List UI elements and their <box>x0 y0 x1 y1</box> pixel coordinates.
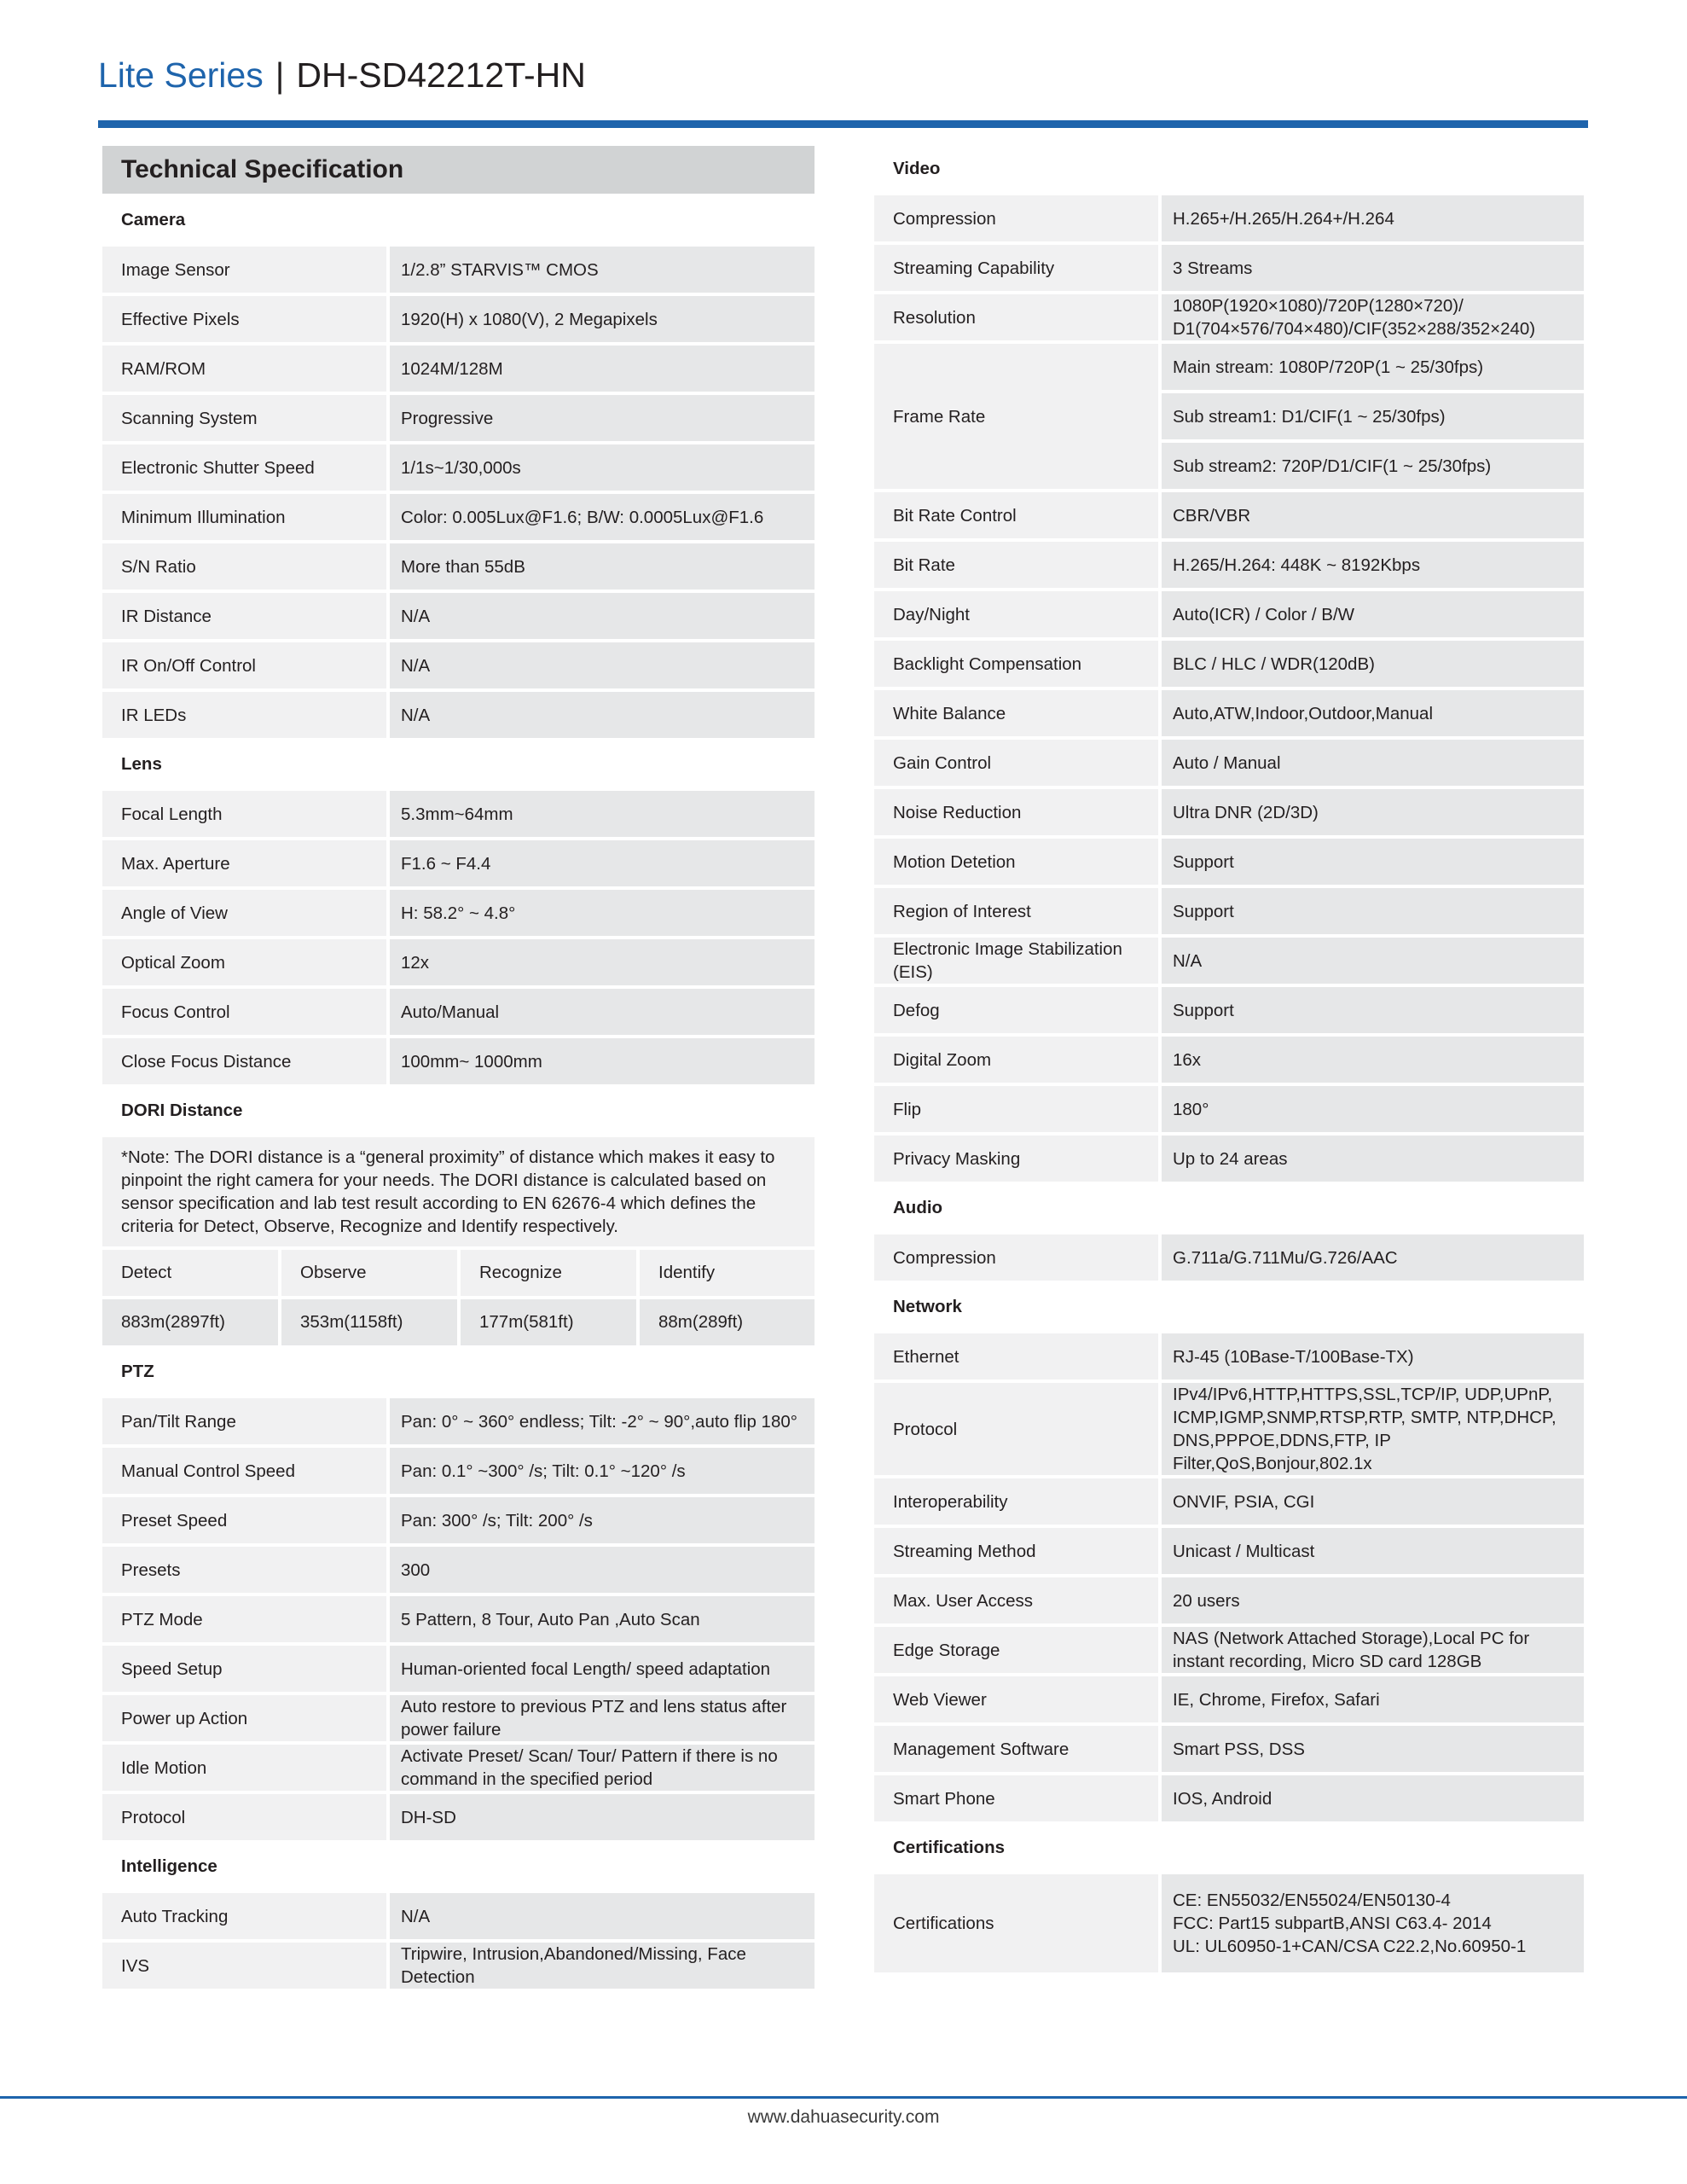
spec-key: Effective Pixels <box>102 296 390 342</box>
spec-row <box>102 692 815 738</box>
spec-row <box>874 1037 1584 1083</box>
spec-row <box>874 1086 1584 1132</box>
spec-row <box>874 987 1584 1033</box>
spec-key: Streaming Method <box>874 1528 1162 1574</box>
spec-value: IPv4/IPv6,HTTP,HTTPS,SSL,TCP/IP, UDP,UPnP, ICMP,IGMP,SNMP,RTSP,RTP, SMTP, NTP,DHCP, DNS,PPPOE,DDNS,FTP, IP Filter,QoS,Bonjour,802.1x <box>1162 1383 1584 1475</box>
spec-key: Bit Rate Control <box>874 492 1162 538</box>
spec-value: F1.6 ~ F4.4 <box>390 840 815 886</box>
spec-row <box>102 1893 815 1939</box>
spec-row <box>874 690 1584 736</box>
spec-value: 1/1s~1/30,000s <box>390 444 815 491</box>
section-network: Network <box>893 1297 962 1316</box>
spec-row <box>874 839 1584 885</box>
spec-value: RJ-45 (10Base-T/100Base-TX) <box>1162 1333 1584 1380</box>
spec-key: Scanning System <box>102 395 390 441</box>
spec-row <box>874 591 1584 637</box>
cert-line: FCC: Part15 subpartB,ANSI C63.4- 2014 <box>1173 1914 1492 1933</box>
spec-key: Day/Night <box>874 591 1162 637</box>
spec-value: ONVIF, PSIA, CGI <box>1162 1478 1584 1525</box>
dori-note: *Note: The DORI distance is a “general proximity” of distance which makes it easy to pinpoint the right camera for your needs. The DORI distance is calculated based on sensor specification and lab test result according to EN 62676-4 which defines the criteria for Detect, Observe, Recognize and Identify respectively. <box>102 1137 815 1246</box>
right-column <box>874 146 1584 1976</box>
spec-row <box>102 444 815 491</box>
spec-row <box>102 939 815 985</box>
series-name: Lite Series <box>98 55 264 95</box>
spec-value: BLC / HLC / WDR(120dB) <box>1162 641 1584 687</box>
spec-row <box>874 740 1584 786</box>
spec-row <box>102 1398 815 1444</box>
header-rule <box>98 120 1588 128</box>
page-header <box>98 49 586 101</box>
spec-key: Power up Action <box>102 1695 390 1741</box>
spec-value: Sub stream1: D1/CIF(1 ~ 25/30fps) <box>1162 393 1584 439</box>
spec-key: Idle Motion <box>102 1745 390 1791</box>
spec-row <box>874 1333 1584 1380</box>
spec-row <box>102 593 815 639</box>
spec-row <box>874 1528 1584 1574</box>
spec-value: N/A <box>1162 938 1584 984</box>
section-intelligence: Intelligence <box>121 1856 217 1876</box>
spec-key: Close Focus Distance <box>102 1038 390 1084</box>
ptz-table <box>102 1395 815 1844</box>
spec-value: 300 <box>390 1547 815 1593</box>
network-table <box>874 1330 1584 1825</box>
spec-value: Unicast / Multicast <box>1162 1528 1584 1574</box>
spec-value: NAS (Network Attached Storage),Local PC for instant recording, Micro SD card 128GB <box>1162 1627 1584 1673</box>
spec-key: Gain Control <box>874 740 1162 786</box>
spec-key: Auto Tracking <box>102 1893 390 1939</box>
spec-key: Privacy Masking <box>874 1136 1162 1182</box>
spec-key: IR Distance <box>102 593 390 639</box>
spec-key: S/N Ratio <box>102 543 390 590</box>
spec-value: More than 55dB <box>390 543 815 590</box>
spec-row <box>874 492 1584 538</box>
spec-value: DH-SD <box>390 1794 815 1840</box>
spec-value: 16x <box>1162 1037 1584 1083</box>
spec-key: Ethernet <box>874 1333 1162 1380</box>
camera-table <box>102 243 815 741</box>
section-camera: Camera <box>121 210 186 229</box>
spec-value: 12x <box>390 939 815 985</box>
spec-row <box>874 542 1584 588</box>
spec-row <box>874 1775 1584 1821</box>
spec-value: Color: 0.005Lux@F1.6; B/W: 0.0005Lux@F1.6 <box>390 494 815 540</box>
spec-key: Smart Phone <box>874 1775 1162 1821</box>
spec-value: Support <box>1162 987 1584 1033</box>
spec-row <box>102 296 815 342</box>
model-name: DH-SD42212T-HN <box>296 55 586 95</box>
spec-row <box>874 294 1584 340</box>
spec-key: Region of Interest <box>874 888 1162 934</box>
spec-key: Edge Storage <box>874 1627 1162 1673</box>
spec-value: Human-oriented focal Length/ speed adaptation <box>390 1646 815 1692</box>
spec-key: RAM/ROM <box>102 346 390 392</box>
spec-row <box>102 989 815 1035</box>
section-lens: Lens <box>121 754 162 774</box>
spec-row <box>102 1695 815 1741</box>
spec-key: Angle of View <box>102 890 390 936</box>
spec-title: Technical Specification <box>102 146 815 194</box>
spec-key: Streaming Capability <box>874 245 1162 291</box>
cert-line: CE: EN55032/EN55024/EN50130-4 <box>1173 1891 1451 1910</box>
video-table-2 <box>874 489 1584 1185</box>
spec-value: N/A <box>390 1893 815 1939</box>
spec-row <box>874 938 1584 984</box>
spec-value: IOS, Android <box>1162 1775 1584 1821</box>
spec-value: Auto(ICR) / Color / B/W <box>1162 591 1584 637</box>
spec-row <box>874 888 1584 934</box>
spec-key: Electronic Image Stabilization (EIS) <box>874 938 1162 984</box>
video-table <box>874 192 1584 344</box>
section-ptz: PTZ <box>121 1362 154 1381</box>
spec-row <box>102 346 815 392</box>
spec-key: Protocol <box>874 1383 1162 1475</box>
spec-key: Max. User Access <box>874 1577 1162 1623</box>
spec-key: Preset Speed <box>102 1497 390 1543</box>
spec-key: PTZ Mode <box>102 1596 390 1642</box>
section-dori: DORI Distance <box>121 1101 243 1120</box>
spec-value: Ultra DNR (2D/3D) <box>1162 789 1584 835</box>
spec-key: Bit Rate <box>874 542 1162 588</box>
footer-url: www.dahuasecurity.com <box>747 2107 940 2127</box>
spec-value: N/A <box>390 593 815 639</box>
spec-value: Auto,ATW,Indoor,Outdoor,Manual <box>1162 690 1584 736</box>
spec-row <box>874 1627 1584 1673</box>
lens-table <box>102 787 815 1088</box>
section-certifications: Certifications <box>893 1838 1005 1857</box>
spec-key: Minimum Illumination <box>102 494 390 540</box>
spec-value: CBR/VBR <box>1162 492 1584 538</box>
dori-header-observe: Observe <box>281 1250 457 1296</box>
spec-value: H.265/H.264: 448K ~ 8192Kbps <box>1162 542 1584 588</box>
spec-row <box>874 1676 1584 1722</box>
spec-row <box>102 791 815 837</box>
spec-value: Pan: 300° /s; Tilt: 200° /s <box>390 1497 815 1543</box>
spec-value: N/A <box>390 642 815 688</box>
spec-key: Flip <box>874 1086 1162 1132</box>
spec-row <box>874 1234 1584 1281</box>
spec-row <box>874 1577 1584 1623</box>
spec-value: 20 users <box>1162 1577 1584 1623</box>
spec-value <box>1162 1874 1584 1972</box>
spec-value: N/A <box>390 692 815 738</box>
spec-key: Management Software <box>874 1726 1162 1772</box>
spec-row <box>102 840 815 886</box>
spec-key: Focus Control <box>102 989 390 1035</box>
spec-key: Manual Control Speed <box>102 1448 390 1494</box>
dori-header-detect: Detect <box>102 1250 278 1296</box>
spec-row <box>874 195 1584 241</box>
spec-key: Speed Setup <box>102 1646 390 1692</box>
spec-value: 1920(H) x 1080(V), 2 Megapixels <box>390 296 815 342</box>
spec-key: Max. Aperture <box>102 840 390 886</box>
audio-table <box>874 1231 1584 1284</box>
spec-value: IE, Chrome, Firefox, Safari <box>1162 1676 1584 1722</box>
cert-line: UL: UL60950-1+CAN/CSA C22.2,No.60950-1 <box>1173 1937 1527 1956</box>
spec-key: Backlight Compensation <box>874 641 1162 687</box>
spec-row <box>102 1745 815 1791</box>
spec-value: G.711a/G.711Mu/G.726/AAC <box>1162 1234 1584 1281</box>
spec-row <box>874 1136 1584 1182</box>
spec-value: 1080P(1920×1080)/720P(1280×720)/ D1(704×576/704×480)/CIF(352×288/352×240) <box>1162 294 1584 340</box>
spec-value: Support <box>1162 888 1584 934</box>
spec-key: Image Sensor <box>102 247 390 293</box>
spec-key: Certifications <box>874 1874 1162 1972</box>
footer-rule <box>0 2096 1687 2099</box>
spec-value: 3 Streams <box>1162 245 1584 291</box>
spec-key: Resolution <box>874 294 1162 340</box>
spec-row <box>102 1943 815 1989</box>
spec-value: 100mm~ 1000mm <box>390 1038 815 1084</box>
spec-value: Smart PSS, DSS <box>1162 1726 1584 1772</box>
spec-key: Electronic Shutter Speed <box>102 444 390 491</box>
spec-row <box>102 642 815 688</box>
intelligence-table <box>102 1890 815 1992</box>
spec-value: Auto/Manual <box>390 989 815 1035</box>
spec-row <box>874 245 1584 291</box>
spec-key: IR On/Off Control <box>102 642 390 688</box>
spec-value: H: 58.2° ~ 4.8° <box>390 890 815 936</box>
spec-value: Pan: 0.1° ~300° /s; Tilt: 0.1° ~120° /s <box>390 1448 815 1494</box>
spec-key: Defog <box>874 987 1162 1033</box>
spec-value: Auto restore to previous PTZ and lens status after power failure <box>390 1695 815 1741</box>
spec-row <box>102 494 815 540</box>
spec-value: 1/2.8” STARVIS™ CMOS <box>390 247 815 293</box>
spec-key: Optical Zoom <box>102 939 390 985</box>
spec-row <box>874 1726 1584 1772</box>
spec-value: 180° <box>1162 1086 1584 1132</box>
spec-key: IVS <box>102 1943 390 1989</box>
spec-row <box>102 543 815 590</box>
dori-value-detect: 883m(2897ft) <box>102 1299 278 1345</box>
spec-value: Main stream: 1080P/720P(1 ~ 25/30fps) <box>1162 344 1584 390</box>
spec-key: White Balance <box>874 690 1162 736</box>
dori-value-observe: 353m(1158ft) <box>281 1299 457 1345</box>
spec-key: Motion Detetion <box>874 839 1162 885</box>
spec-key: Digital Zoom <box>874 1037 1162 1083</box>
spec-value: Tripwire, Intrusion,Abandoned/Missing, Face Detection <box>390 1943 815 1989</box>
spec-value: Progressive <box>390 395 815 441</box>
spec-row <box>102 1547 815 1593</box>
spec-value: Support <box>1162 839 1584 885</box>
spec-value: Auto / Manual <box>1162 740 1584 786</box>
header-separator: | <box>275 55 285 95</box>
frame-rate-table <box>874 340 1584 492</box>
dori-header-identify: Identify <box>640 1250 815 1296</box>
spec-row <box>874 1478 1584 1525</box>
spec-key: Noise Reduction <box>874 789 1162 835</box>
spec-row <box>102 1448 815 1494</box>
spec-row <box>102 890 815 936</box>
spec-key: Frame Rate <box>874 344 1162 489</box>
spec-value: 1024M/128M <box>390 346 815 392</box>
spec-value: Pan: 0° ~ 360° endless; Tilt: -2° ~ 90°,auto flip 180° <box>390 1398 815 1444</box>
spec-key: Pan/Tilt Range <box>102 1398 390 1444</box>
spec-key: Compression <box>874 195 1162 241</box>
dori-value-identify: 88m(289ft) <box>640 1299 815 1345</box>
spec-row <box>874 641 1584 687</box>
spec-key: Presets <box>102 1547 390 1593</box>
dori-grid <box>102 1250 815 1345</box>
spec-value: Up to 24 areas <box>1162 1136 1584 1182</box>
left-column <box>102 146 815 1992</box>
spec-key: Compression <box>874 1234 1162 1281</box>
spec-row <box>102 395 815 441</box>
spec-value: 5 Pattern, 8 Tour, Auto Pan ,Auto Scan <box>390 1596 815 1642</box>
spec-value: Sub stream2: 720P/D1/CIF(1 ~ 25/30fps) <box>1162 443 1584 489</box>
spec-row <box>102 1497 815 1543</box>
spec-key: Web Viewer <box>874 1676 1162 1722</box>
spec-row <box>102 1038 815 1084</box>
section-video: Video <box>893 159 941 178</box>
dori-value-recognize: 177m(581ft) <box>461 1299 636 1345</box>
spec-row <box>102 247 815 293</box>
spec-key: Interoperability <box>874 1478 1162 1525</box>
spec-row <box>102 1646 815 1692</box>
spec-row <box>874 1383 1584 1475</box>
spec-key: IR LEDs <box>102 692 390 738</box>
spec-value: 5.3mm~64mm <box>390 791 815 837</box>
spec-key: Focal Length <box>102 791 390 837</box>
spec-key: Protocol <box>102 1794 390 1840</box>
spec-value: H.265+/H.265/H.264+/H.264 <box>1162 195 1584 241</box>
dori-header-recognize: Recognize <box>461 1250 636 1296</box>
spec-row <box>874 789 1584 835</box>
certifications-table <box>874 1871 1584 1976</box>
section-audio: Audio <box>893 1198 943 1217</box>
spec-row <box>102 1596 815 1642</box>
spec-value: Activate Preset/ Scan/ Tour/ Pattern if there is no command in the specified period <box>390 1745 815 1791</box>
spec-row <box>102 1794 815 1840</box>
